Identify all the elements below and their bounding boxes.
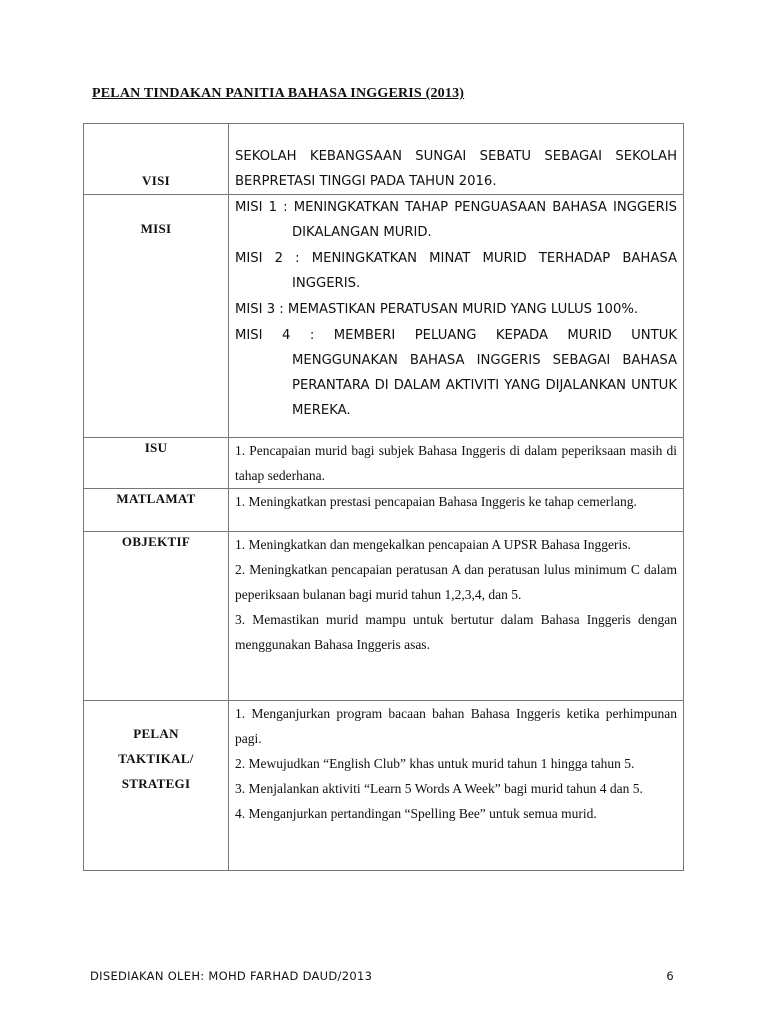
row-pelan [84,701,684,871]
label-pelan-line3: STRATEGI [121,776,191,791]
content-isu [229,438,684,489]
content-objektif [229,532,684,701]
misi-item: MISI 3 : MEMASTIKAN PERATUSAN MURID YANG LULUS 100%. [235,302,639,317]
label-pelan [84,701,229,871]
label-visi-text: VISI [142,173,170,188]
pelan-item: 4. Menganjurkan pertandingan “Spelling Bee” untuk semua murid. [235,806,597,821]
content-matlamat [229,489,684,532]
action-plan-table [83,123,684,871]
row-objektif [84,532,684,701]
label-misi [84,195,229,438]
row-misi [84,195,684,438]
content-misi [229,195,684,438]
misi-item: MISI 2 : MENINGKATKAN MINAT MURID TERHADAP BAHASA INGGERIS. [235,251,677,291]
label-visi [84,124,229,195]
label-matlamat [84,489,229,532]
label-matlamat-text: MATLAMAT [116,491,196,506]
footer-author: DISEDIAKAN OLEH: MOHD FARHAD DAUD/2013 [90,969,373,983]
pelan-item: 2. Mewujudkan “English Club” khas untuk murid tahun 1 hingga tahun 5. [235,756,635,771]
content-pelan [229,701,684,871]
row-matlamat [84,489,684,532]
label-pelan-line1: PELAN [133,726,179,741]
row-isu [84,438,684,489]
objektif-item: 1. Meningkatkan dan mengekalkan pencapaian A UPSR Bahasa Inggeris. [235,537,631,552]
matlamat-text: 1. Meningkatkan prestasi pencapaian Bahasa Inggeris ke tahap cemerlang. [235,494,637,509]
objektif-item: 3. Memastikan murid mampu untuk bertutur dalam Bahasa Inggeris dengan menggunakan Bahasa Inggeris asas. [235,612,677,652]
label-isu-text: ISU [144,440,168,455]
label-isu [84,438,229,489]
label-objektif [84,532,229,701]
visi-text: SEKOLAH KEBANGSAAN SUNGAI SEBATU SEBAGAI SEKOLAH BERPRETASI TINGGI PADA TAHUN 2016. [235,149,677,189]
misi-item: MISI 1 : MENINGKATKAN TAHAP PENGUASAAN BAHASA INGGERIS DIKALANGAN MURID. [235,200,677,240]
pelan-item: 1. Menganjurkan program bacaan bahan Bahasa Inggeris ketika perhimpunan pagi. [235,706,677,746]
misi-item: MISI 4 : MEMBERI PELUANG KEPADA MURID UNTUK MENGGUNAKAN BAHASA INGGERIS SEBAGAI BAHASA PERANTARA DI DALAM AKTIVITI YANG DIJALANKAN UNTUK MEREKA. [235,328,677,418]
pelan-item: 3. Menjalankan aktiviti “Learn 5 Words A Week” bagi murid tahun 4 dan 5. [235,781,643,796]
page-number: 6 [666,969,674,983]
isu-text: 1. Pencapaian murid bagi subjek Bahasa Inggeris di dalam peperiksaan masih di tahap sederhana. [235,443,677,483]
label-misi-text: MISI [140,221,172,236]
row-visi [84,124,684,195]
content-visi [229,124,684,195]
objektif-item: 2. Meningkatkan pencapaian peratusan A dan peratusan lulus minimum C dalam peperiksaan bulanan bagi murid tahun 1,2,3,4, dan 5. [235,562,677,602]
label-objektif-text: OBJEKTIF [121,534,191,549]
document-title: PELAN TINDAKAN PANITIA BAHASA INGGERIS (2013) [92,86,465,101]
label-pelan-line2: TAKTIKAL/ [118,751,194,766]
